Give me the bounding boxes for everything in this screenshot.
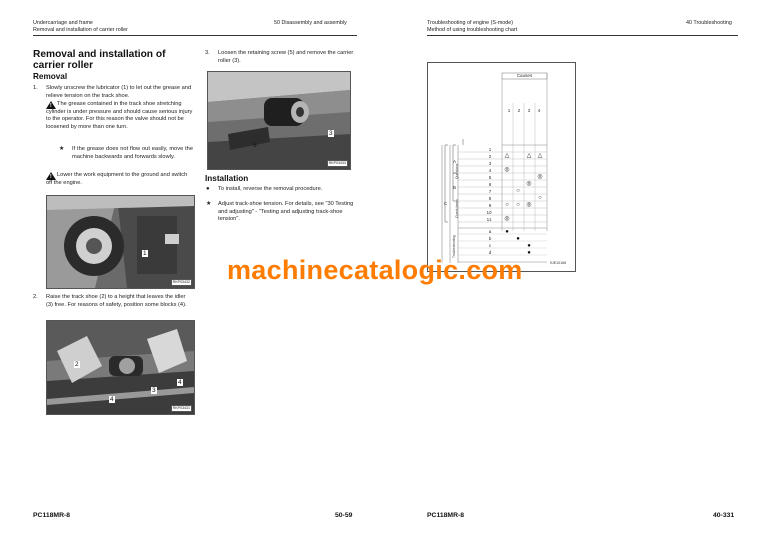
photo-callout: 3: [329, 130, 333, 137]
filled-circle-mark: ●: [527, 243, 531, 249]
trouble-row: d: [488, 250, 492, 255]
photo-callout: 1: [143, 250, 147, 257]
step-3: [205, 50, 357, 65]
left-header-line1: Undercarriage and frame: [33, 20, 93, 26]
row-num: 2: [488, 154, 492, 159]
warning-1-text: The grease contained in the track shoe stretching cylinder is under pressure and should cause serious injury to the operator. For this reason the valve should not be loosened by more than one turn.: [46, 101, 193, 130]
right-header-line1: Troubleshooting of engine (S-mode): [427, 20, 514, 26]
troubleshooting-chart: [427, 62, 576, 272]
star-2-text: Adjust track-shoe tension. For details, see "30 Testing and adjusting" - "Testing and adjusting track-shoe tension".: [218, 201, 354, 223]
right-footer-model: PC118MR-8: [427, 512, 465, 519]
triangle-mark: △: [526, 153, 532, 159]
row-num: 5: [488, 175, 492, 180]
photo-carrier-roller: [207, 71, 351, 170]
bullet-icon: ●: [206, 186, 210, 192]
group-a: A: [452, 159, 457, 164]
left-footer-page: 50-59: [335, 512, 353, 519]
photo-callout: 4: [110, 396, 114, 403]
questions-label: Questions: [455, 163, 459, 179]
right-header-rule: [427, 35, 738, 36]
double-circle-mark: ◎: [504, 216, 510, 222]
right-header-section: 40 Troubleshooting: [686, 20, 732, 26]
row-num: 7: [488, 189, 492, 194]
chart-code: 9JE10168: [549, 261, 567, 265]
row-num: 9: [488, 203, 492, 208]
row-num: 6: [488, 182, 492, 187]
installation-heading: Installation: [205, 174, 249, 183]
left-footer-model: PC118MR-8: [33, 512, 71, 519]
row-num: 3: [488, 161, 492, 166]
cause-col-4: 4: [537, 108, 541, 113]
left-header-line2: Removal and installation of carrier roller: [33, 27, 128, 33]
row-num: 1: [488, 147, 492, 152]
step-1-text: Slowly unscrew the lubricator (1) to let out the grease and relieve tension on the track shoe.: [46, 85, 192, 99]
photo-track-blocks: [46, 320, 195, 415]
double-circle-mark: ◎: [537, 174, 543, 180]
photo-callout: 4: [178, 379, 182, 386]
photo-code: RKP03432: [172, 280, 190, 284]
photo-code: RKP03433: [328, 161, 346, 165]
photo-code: RKP03431: [172, 406, 190, 410]
photo-callout: 3: [152, 387, 156, 394]
circle-mark: ○: [516, 202, 520, 208]
step-3-number: 3.: [205, 50, 210, 56]
group-c: C: [443, 201, 448, 206]
row-num: 10: [486, 210, 492, 215]
triangle-mark: △: [537, 153, 543, 159]
cause-col-3: 3: [527, 108, 531, 113]
photo-lubricator: [46, 195, 195, 289]
step-2-number: 2.: [33, 294, 38, 300]
circle-mark: ○: [538, 195, 542, 201]
watermark: machinecatalogic.com: [227, 255, 523, 285]
circle-mark: ○: [516, 188, 520, 194]
trouble-row: a: [488, 229, 492, 234]
photo-callout: 5: [253, 142, 257, 149]
warning-2-text: Lower the work equipment to the ground and switch off the engine.: [46, 172, 188, 186]
double-circle-mark: ◎: [526, 181, 532, 187]
double-circle-mark: ◎: [526, 202, 532, 208]
row-num: 4: [488, 168, 492, 173]
circle-mark: ○: [505, 202, 509, 208]
group-b: B: [452, 185, 457, 190]
row-num: 8: [488, 196, 492, 201]
row-num: 11: [486, 217, 492, 222]
trouble-row: b: [488, 236, 492, 241]
step-1-number: 1.: [33, 85, 38, 91]
star-icon: ★: [206, 201, 212, 207]
filled-circle-mark: ●: [527, 250, 531, 256]
step-1: [33, 85, 193, 100]
left-header-rule: [33, 35, 357, 36]
photo-callout: 2: [75, 361, 79, 368]
filled-circle-mark: ●: [505, 229, 509, 235]
left-header-section: 50 Disassembly and assembly: [274, 20, 347, 26]
check-items-label: Check items: [455, 199, 459, 219]
bullet-1-text: To install, reverse the removal procedure.: [218, 186, 323, 192]
star-1-text: If the grease does not flow out easily, move the machine backwards and forwards slowly.: [72, 146, 193, 160]
troubleshooting-label: Troubleshooting: [452, 235, 456, 259]
causes-label: Causes: [516, 73, 533, 78]
right-footer-page: 40-331: [713, 512, 735, 519]
step-2: [33, 294, 193, 309]
trouble-row: c: [488, 243, 492, 248]
star-icon: ★: [59, 146, 65, 152]
step-2-text: Raise the track shoe (2) to a height that leaves the idler (3) free. For reasons of safety, position some blocks (4).: [46, 294, 187, 308]
right-header-line2: Method of using troubleshooting chart: [427, 27, 518, 33]
cause-col-1: 1: [507, 108, 511, 113]
double-circle-mark: ◎: [504, 167, 510, 173]
page-title: Removal and installation of carrier roller: [33, 49, 166, 71]
removal-heading: Removal: [33, 72, 68, 81]
filled-circle-mark: ●: [516, 236, 520, 242]
triangle-mark: △: [504, 153, 510, 159]
step-3-text: Loosen the retaining screw (5) and remove the carrier roller (3).: [218, 50, 354, 64]
cause-col-2: 2: [517, 108, 521, 113]
